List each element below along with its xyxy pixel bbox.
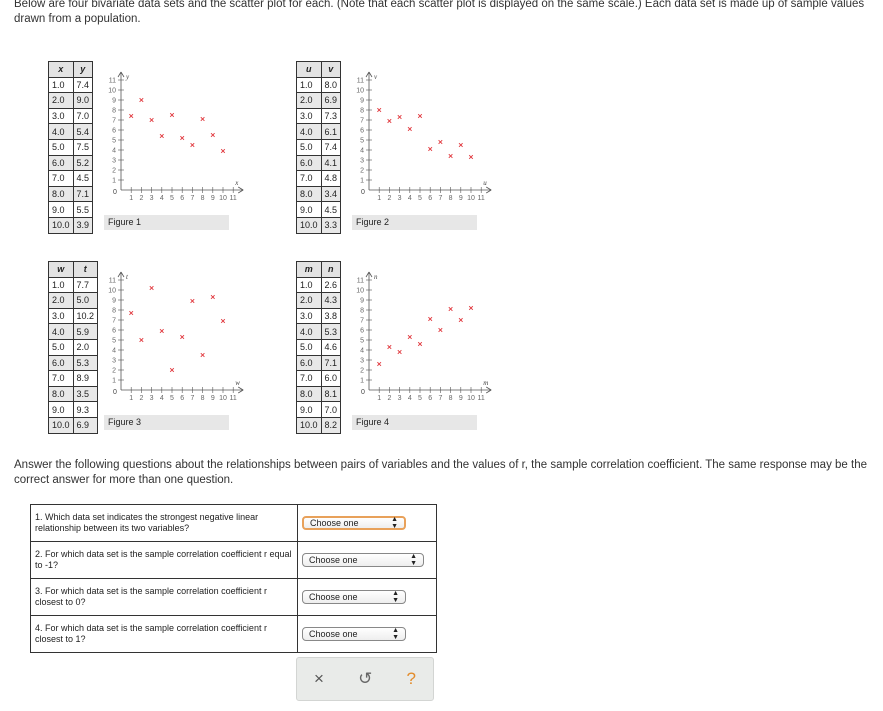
- table-cell: 4.8: [321, 171, 341, 187]
- data-point: [459, 318, 463, 322]
- table-cell: 5.3: [73, 355, 98, 371]
- table-cell: 6.0: [321, 371, 341, 387]
- scatter-plot-3: [108, 274, 248, 409]
- table-cell: 7.1: [321, 355, 341, 371]
- y-tick-label: 6: [112, 327, 116, 335]
- table-cell: 8.1: [321, 386, 341, 402]
- x-tick-label: 1: [377, 195, 382, 202]
- y-tick-label: 4: [112, 347, 116, 355]
- table-cell: 7.1: [73, 186, 93, 202]
- question-text: 3. For which data set is the sample correlation coefficient r closest to 0?: [31, 579, 298, 616]
- y-tick-label: 2: [360, 167, 364, 175]
- table-cell: 6.0: [49, 355, 74, 371]
- data-point: [398, 350, 402, 354]
- table-cell: 7.7: [73, 277, 98, 293]
- x-tick-label: 9: [210, 395, 215, 402]
- figure-caption-1: Figure 1: [104, 215, 229, 230]
- y-tick-label: 11: [356, 77, 364, 85]
- y-tick-label: 3: [112, 157, 116, 165]
- table-cell: 5.4: [73, 124, 93, 140]
- intro-text: Below are four bivariate data sets and the scatter plot for each. (Note that each scatter plot is displayed on the same scale.) Each data set is made up of sample values drawn from a population.: [14, 0, 865, 25]
- question-row: [31, 579, 437, 616]
- y-tick-label: 5: [112, 337, 116, 345]
- table-cell: 6.0: [297, 355, 322, 371]
- question-text: 4. For which data set is the sample correlation coefficient r closest to 1?: [31, 616, 298, 653]
- x-tick-label: 6: [428, 195, 433, 202]
- figure-caption-4: Figure 4: [352, 415, 477, 430]
- y-tick-label: 7: [360, 317, 364, 325]
- origin-label: 0: [113, 389, 117, 396]
- y-tick-label: 9: [360, 297, 364, 305]
- y-tick-label: 3: [112, 357, 116, 365]
- x-tick-label: 4: [407, 395, 412, 402]
- data-point: [408, 127, 412, 131]
- x-tick-label: 8: [200, 395, 205, 402]
- table-cell: 10.0: [49, 217, 74, 233]
- x-tick-label: 1: [129, 195, 134, 202]
- data-point: [469, 155, 473, 159]
- x-tick-label: 3: [149, 195, 154, 202]
- x-tick-label: 5: [418, 395, 422, 402]
- table-cell: 7.4: [73, 77, 93, 93]
- x-tick-label: 8: [448, 395, 453, 402]
- table-cell: 9.0: [73, 93, 93, 109]
- x-axis-label: w: [235, 379, 240, 387]
- table-cell: 2.0: [297, 293, 322, 309]
- y-axis-label: v: [374, 73, 378, 81]
- x-tick-label: 9: [210, 195, 215, 202]
- data-point: [129, 114, 133, 118]
- y-tick-label: 10: [356, 287, 364, 295]
- x-tick-label: 8: [200, 195, 205, 202]
- y-tick-label: 8: [112, 307, 116, 315]
- table-cell: 9.0: [297, 202, 322, 218]
- x-tick-label: 4: [159, 195, 164, 202]
- answer-select-4[interactable]: [302, 627, 406, 641]
- y-tick-label: 8: [360, 107, 364, 115]
- table-cell: 5.9: [73, 324, 98, 340]
- table-cell: 8.0: [49, 186, 74, 202]
- table-cell: 7.5: [73, 139, 93, 155]
- table-cell: 8.0: [297, 386, 322, 402]
- y-tick-label: 5: [360, 137, 364, 145]
- y-tick-label: 9: [112, 297, 116, 305]
- table-cell: 1.0: [297, 277, 322, 293]
- answer-toolbar: [296, 657, 434, 701]
- data-point: [140, 98, 144, 102]
- data-point: [191, 143, 195, 147]
- answer-select-3[interactable]: [302, 590, 406, 604]
- data-point: [221, 149, 225, 153]
- table-cell: 2.0: [49, 93, 74, 109]
- x-tick-label: 2: [387, 395, 392, 402]
- x-tick-label: 7: [438, 395, 443, 402]
- select-label: Choose one: [309, 592, 358, 602]
- y-tick-label: 6: [360, 127, 364, 135]
- figure-caption-2: Figure 2: [352, 215, 477, 230]
- scatter-plot-1: [108, 74, 248, 209]
- data-point: [170, 113, 174, 117]
- figure-1: [48, 61, 248, 241]
- x-tick-label: 4: [407, 195, 412, 202]
- x-tick-label: 7: [190, 195, 195, 202]
- x-tick-label: 2: [387, 195, 392, 202]
- question-row: [31, 542, 437, 579]
- x-tick-label: 5: [418, 195, 422, 202]
- scatter-plot-2: [356, 74, 496, 209]
- question-table: [30, 504, 437, 653]
- data-point: [398, 115, 402, 119]
- x-tick-label: 10: [467, 195, 475, 202]
- data-point: [180, 335, 184, 339]
- figure-2: [296, 61, 496, 241]
- data-point: [160, 329, 164, 333]
- y-tick-label: 9: [112, 97, 116, 105]
- table-cell: 2.6: [321, 277, 341, 293]
- select-label: Choose one: [309, 555, 358, 565]
- data-point: [129, 311, 133, 315]
- table-cell: 2.0: [73, 339, 98, 355]
- table-cell: 1.0: [49, 77, 74, 93]
- figure-4: [296, 261, 496, 441]
- table-cell: 10.0: [297, 217, 322, 233]
- origin-label: 0: [361, 189, 365, 196]
- table-cell: 1.0: [49, 277, 74, 293]
- table-cell: 7.0: [49, 371, 74, 387]
- table-cell: 7.0: [321, 402, 341, 418]
- x-tick-label: 10: [219, 195, 227, 202]
- x-tick-label: 6: [180, 195, 185, 202]
- table-cell: 3.0: [297, 108, 322, 124]
- y-tick-label: 2: [360, 367, 364, 375]
- data-point: [211, 133, 215, 137]
- data-point: [449, 154, 453, 158]
- table-cell: 9.0: [49, 202, 74, 218]
- question-row: [31, 616, 437, 653]
- select-arrows-icon: ▲ ▼: [392, 627, 399, 641]
- y-tick-label: 1: [112, 177, 116, 185]
- x-tick-label: 1: [377, 395, 382, 402]
- table-cell: 3.0: [297, 308, 322, 324]
- origin-label: 0: [361, 389, 365, 396]
- y-tick-label: 1: [360, 377, 364, 385]
- select-arrows-icon: ▲ ▼: [391, 516, 398, 530]
- x-axis-label: x: [235, 179, 239, 187]
- origin-label: 0: [113, 189, 117, 196]
- data-point: [377, 362, 381, 366]
- table-cell: 7.3: [321, 108, 341, 124]
- undo-button[interactable]: ↺: [358, 669, 373, 688]
- table-cell: 5.2: [73, 155, 93, 171]
- data-point: [469, 306, 473, 310]
- table-cell: 8.9: [73, 371, 98, 387]
- x-tick-label: 7: [438, 195, 443, 202]
- select-cell: [298, 542, 437, 579]
- y-axis-label: n: [374, 273, 378, 281]
- table-cell: 7.0: [49, 171, 74, 187]
- x-tick-label: 2: [139, 195, 144, 202]
- y-tick-label: 7: [112, 317, 116, 325]
- question-text: 1. Which data set indicates the strongest negative linear relationship between its two variables?: [31, 505, 298, 542]
- select-cell: [298, 616, 437, 653]
- x-tick-label: 4: [159, 395, 164, 402]
- question-text: 2. For which data set is the sample correlation coefficient r equal to -1?: [31, 542, 298, 579]
- x-tick-label: 2: [139, 395, 144, 402]
- select-label: Choose one: [309, 629, 358, 639]
- table-cell: 4.3: [321, 293, 341, 309]
- table-cell: 5.3: [321, 324, 341, 340]
- table-cell: 6.9: [321, 93, 341, 109]
- table-cell: 5.0: [73, 293, 98, 309]
- data-point: [388, 119, 392, 123]
- data-point: [408, 335, 412, 339]
- table-cell: 5.0: [297, 339, 322, 355]
- table-cell: 4.0: [297, 124, 322, 140]
- table-header-w: w: [49, 262, 74, 278]
- data-point: [428, 317, 432, 321]
- table-cell: 8.2: [321, 417, 341, 433]
- y-tick-label: 2: [112, 367, 116, 375]
- select-arrows-icon: ▲ ▼: [392, 590, 399, 604]
- table-cell: 10.2: [73, 308, 98, 324]
- select-label: Choose one: [310, 518, 359, 528]
- data-table-3: [48, 261, 98, 434]
- y-axis-label: y: [126, 73, 130, 81]
- y-axis-label: t: [126, 273, 128, 281]
- table-header-u: u: [297, 62, 322, 78]
- table-cell: 4.5: [321, 202, 341, 218]
- data-point: [418, 342, 422, 346]
- x-tick-label: 6: [180, 395, 185, 402]
- x-tick-label: 9: [458, 195, 463, 202]
- data-point: [439, 140, 443, 144]
- table-cell: 3.0: [49, 308, 74, 324]
- x-tick-label: 6: [428, 395, 433, 402]
- x-axis-label: u: [483, 179, 487, 187]
- data-point: [221, 319, 225, 323]
- data-point: [140, 338, 144, 342]
- table-cell: 3.9: [73, 217, 93, 233]
- y-tick-label: 4: [360, 147, 364, 155]
- answer-select-2[interactable]: [302, 553, 424, 567]
- table-header-m: m: [297, 262, 322, 278]
- y-tick-label: 6: [360, 327, 364, 335]
- answer-select-1[interactable]: [302, 516, 406, 530]
- x-tick-label: 5: [170, 195, 174, 202]
- select-cell: [298, 505, 437, 542]
- table-cell: 5.5: [73, 202, 93, 218]
- x-tick-label: 11: [229, 195, 237, 202]
- question-row: [31, 505, 437, 542]
- x-tick-label: 8: [448, 195, 453, 202]
- table-cell: 3.4: [321, 186, 341, 202]
- table-cell: 5.0: [49, 339, 74, 355]
- table-cell: 4.5: [73, 171, 93, 187]
- data-point: [180, 136, 184, 140]
- y-tick-label: 8: [112, 107, 116, 115]
- table-cell: 10.0: [49, 417, 74, 433]
- y-tick-label: 6: [112, 127, 116, 135]
- y-tick-label: 1: [112, 377, 116, 385]
- table-cell: 2.0: [297, 93, 322, 109]
- x-tick-label: 11: [229, 395, 237, 402]
- select-cell: [298, 579, 437, 616]
- y-tick-label: 2: [112, 167, 116, 175]
- data-point: [150, 286, 154, 290]
- clear-button[interactable]: ×: [314, 669, 324, 688]
- y-tick-label: 5: [360, 337, 364, 345]
- table-cell: 6.9: [73, 417, 98, 433]
- table-cell: 4.6: [321, 339, 341, 355]
- data-point: [201, 353, 205, 357]
- x-tick-label: 10: [219, 395, 227, 402]
- x-tick-label: 1: [129, 395, 134, 402]
- x-tick-label: 9: [458, 395, 463, 402]
- table-cell: 9.0: [297, 402, 322, 418]
- table-cell: 8.0: [321, 77, 341, 93]
- table-cell: 9.3: [73, 402, 98, 418]
- figure-caption-3: Figure 3: [104, 415, 229, 430]
- instructions-text: Answer the following questions about the relationships between pairs of variables and the values of r, the sample correlation coefficient. The same response may be the correct answer for more than one question.: [14, 459, 867, 486]
- table-header-x: x: [49, 62, 74, 78]
- table-header-t: t: [73, 262, 98, 278]
- y-tick-label: 11: [108, 77, 116, 85]
- table-cell: 1.0: [297, 77, 322, 93]
- table-cell: 7.0: [297, 171, 322, 187]
- table-cell: 7.0: [73, 108, 93, 124]
- data-table-2: [296, 61, 341, 234]
- table-cell: 3.5: [73, 386, 98, 402]
- table-cell: 6.0: [297, 155, 322, 171]
- data-point: [388, 345, 392, 349]
- table-header-v: v: [321, 62, 341, 78]
- table-cell: 2.0: [49, 293, 74, 309]
- y-tick-label: 3: [360, 357, 364, 365]
- y-tick-label: 8: [360, 307, 364, 315]
- x-axis-label: m: [483, 379, 489, 387]
- data-point: [439, 328, 443, 332]
- data-point: [449, 307, 453, 311]
- table-cell: 7.0: [297, 371, 322, 387]
- y-tick-label: 10: [356, 87, 364, 95]
- y-tick-label: 10: [108, 87, 116, 95]
- table-cell: 5.0: [49, 139, 74, 155]
- data-point: [201, 117, 205, 121]
- help-button[interactable]: ?: [406, 669, 416, 688]
- table-cell: 3.0: [49, 108, 74, 124]
- data-point: [170, 368, 174, 372]
- table-cell: 9.0: [49, 402, 74, 418]
- data-point: [211, 295, 215, 299]
- data-point: [418, 114, 422, 118]
- y-tick-label: 11: [108, 277, 116, 285]
- table-cell: 5.0: [297, 139, 322, 155]
- y-tick-label: 7: [112, 117, 116, 125]
- scatter-plot-4: [356, 274, 496, 409]
- x-tick-label: 11: [477, 395, 485, 402]
- figure-3: [48, 261, 248, 441]
- data-point: [459, 143, 463, 147]
- data-point: [160, 134, 164, 138]
- data-table-1: [48, 61, 93, 234]
- data-point: [377, 108, 381, 112]
- x-tick-label: 7: [190, 395, 195, 402]
- table-header-n: n: [321, 262, 341, 278]
- y-tick-label: 9: [360, 97, 364, 105]
- y-tick-label: 5: [112, 137, 116, 145]
- table-cell: 3.3: [321, 217, 341, 233]
- table-cell: 8.0: [297, 186, 322, 202]
- y-tick-label: 7: [360, 117, 364, 125]
- y-tick-label: 10: [108, 287, 116, 295]
- table-cell: 3.8: [321, 308, 341, 324]
- x-tick-label: 3: [397, 195, 402, 202]
- x-tick-label: 11: [477, 195, 485, 202]
- data-point: [191, 299, 195, 303]
- table-cell: 4.0: [297, 324, 322, 340]
- x-tick-label: 3: [397, 395, 402, 402]
- x-tick-label: 3: [149, 395, 154, 402]
- select-arrows-icon: ▲ ▼: [410, 553, 417, 567]
- data-table-4: [296, 261, 341, 434]
- table-cell: 6.1: [321, 124, 341, 140]
- table-cell: 7.4: [321, 139, 341, 155]
- table-cell: 6.0: [49, 155, 74, 171]
- table-cell: 4.1: [321, 155, 341, 171]
- y-tick-label: 4: [360, 347, 364, 355]
- table-cell: 8.0: [49, 386, 74, 402]
- x-tick-label: 10: [467, 395, 475, 402]
- y-tick-label: 11: [356, 277, 364, 285]
- x-tick-label: 5: [170, 395, 174, 402]
- table-header-y: y: [73, 62, 93, 78]
- y-tick-label: 4: [112, 147, 116, 155]
- table-cell: 10.0: [297, 417, 322, 433]
- y-tick-label: 1: [360, 177, 364, 185]
- table-cell: 4.0: [49, 324, 74, 340]
- y-tick-label: 3: [360, 157, 364, 165]
- data-point: [150, 118, 154, 122]
- table-cell: 4.0: [49, 124, 74, 140]
- data-point: [428, 147, 432, 151]
